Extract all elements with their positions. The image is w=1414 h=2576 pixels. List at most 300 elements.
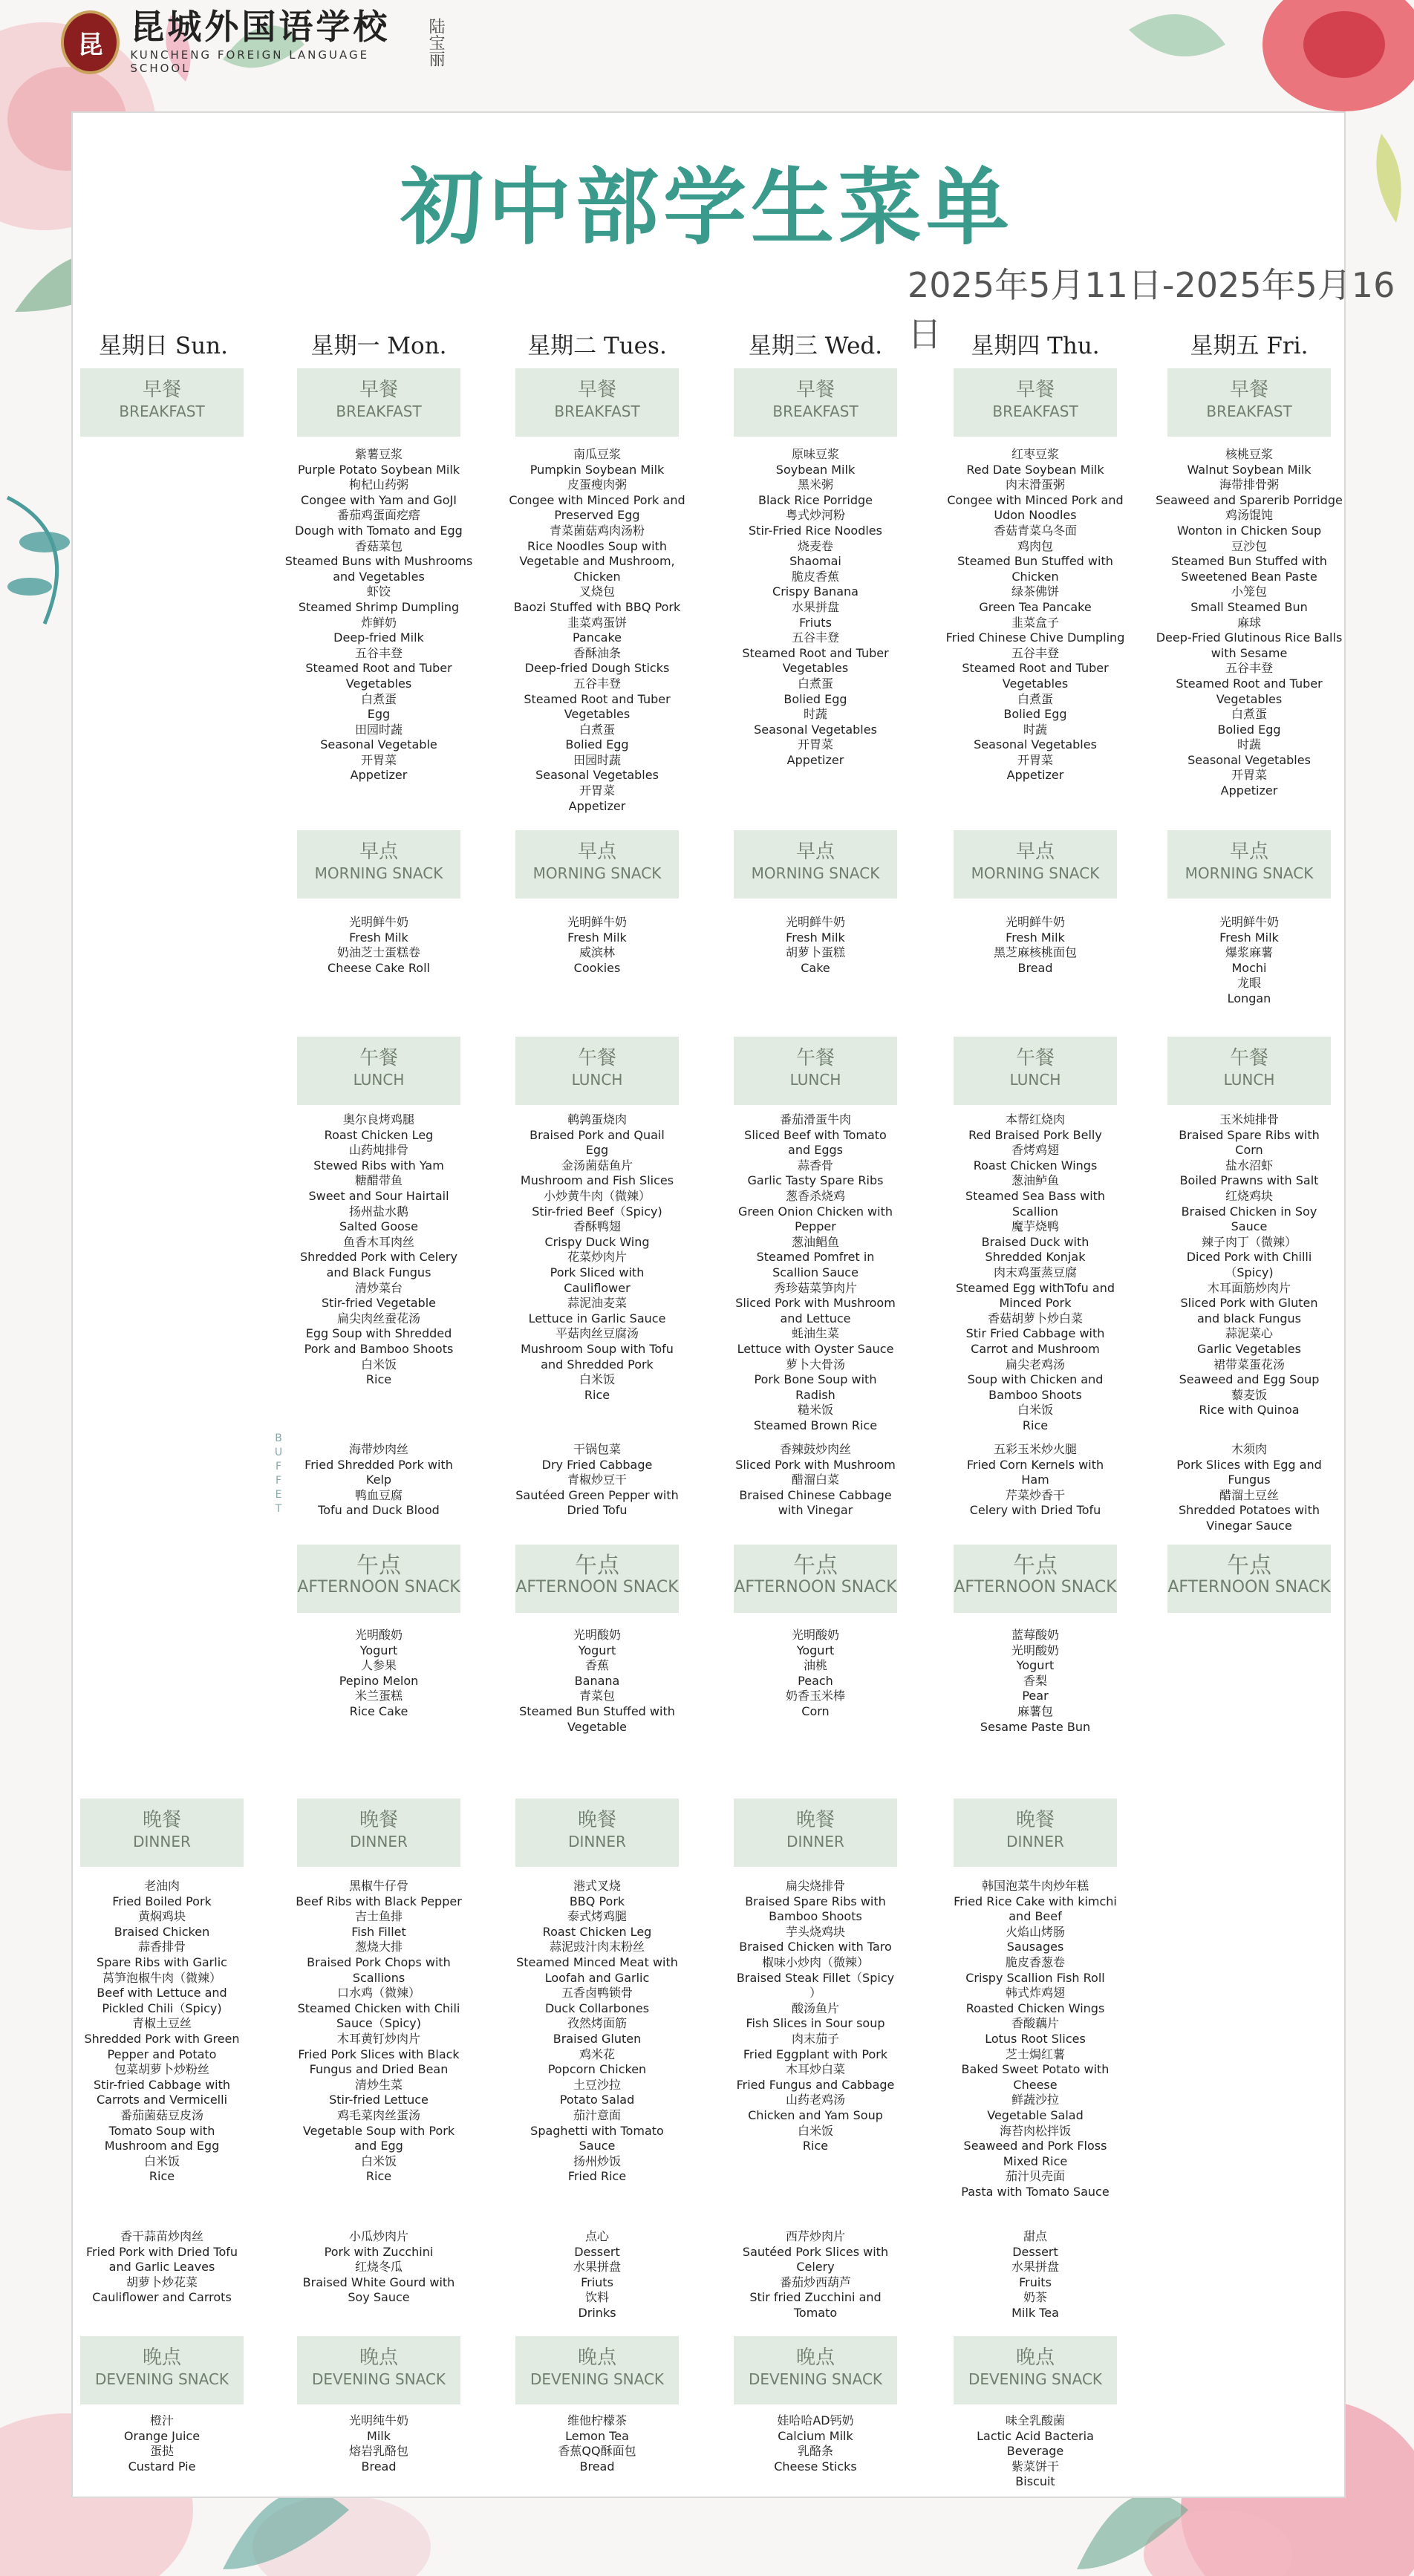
- menu-item: 海带炒肉丝: [348, 1442, 408, 1456]
- menu-item: Rice Noodles Soup with: [527, 538, 667, 553]
- menu-item: 香酥鸭翅: [573, 1219, 621, 1234]
- menu-item: Sesame Paste Bun: [980, 1719, 1091, 1734]
- menu-item: 白煮蛋: [1017, 691, 1053, 706]
- menu-item: Sauce: [1231, 1219, 1268, 1234]
- menu-item: 枸杞山药粥: [348, 477, 408, 492]
- menu-item: Yogurt: [359, 1643, 398, 1657]
- menu-item: 干锅包菜: [573, 1442, 621, 1456]
- menu-item: 蒜泥油麦菜: [567, 1296, 627, 1311]
- menu-item: 烧麦卷: [797, 538, 833, 553]
- menu-item: Fruits: [1019, 2275, 1052, 2289]
- menu-item: Vegetable Salad: [987, 2107, 1084, 2122]
- badge-label-cn: 午餐: [577, 1047, 616, 1069]
- menu-item: Cauliflower: [564, 1280, 631, 1295]
- menu-item: Biscuit: [1015, 2474, 1055, 2489]
- menu-item: 蒜泥豉汁肉末粉丝: [549, 1940, 645, 1954]
- menu-item: 葱油鲈鱼: [1011, 1173, 1059, 1188]
- menu-item: 时蔬: [803, 707, 827, 722]
- afternoon-snack-items-mon: [279, 1628, 478, 1720]
- lunch-badge-mon: [297, 1037, 460, 1105]
- dinner-items-mon: [279, 1879, 478, 2185]
- badge-label-en: DINNER: [350, 1833, 408, 1851]
- lunch-items-tue: [498, 1112, 697, 1403]
- lunch-items-fri: [1150, 1112, 1349, 1418]
- morning-snack-badge-thu: [954, 830, 1117, 899]
- menu-item: Congee with Yam and GoJI: [301, 492, 457, 507]
- menu-item: 椒味小炒肉（微辣）: [761, 1954, 869, 1969]
- menu-item: 奥尔良烤鸡腿: [342, 1112, 414, 1126]
- menu-item: Steamed Shrimp Dumpling: [298, 599, 460, 614]
- menu-item: 水果拼盘: [573, 2260, 621, 2275]
- menu-item: Bolied Egg: [1003, 707, 1067, 722]
- menu-item: 韭菜盒子: [1011, 615, 1059, 630]
- menu-item: Dessert: [574, 2244, 620, 2259]
- menu-item: 茄汁意面: [573, 2107, 621, 2122]
- menu-item: 火焰山烤肠: [1005, 1924, 1065, 1939]
- menu-item: 光明鲜牛奶: [348, 915, 408, 929]
- menu-item: Appetizer: [786, 752, 844, 767]
- menu-item: 芋头烧鸡块: [785, 1924, 845, 1939]
- badge-label-en: MORNING SNACK: [1185, 864, 1314, 882]
- badge-label-en: AFTERNOON SNACK: [954, 1578, 1117, 1597]
- menu-item: 萝卜大骨汤: [785, 1357, 845, 1372]
- menu-item: Stir-Fried Rice Noodles: [749, 523, 882, 538]
- badge-label-en: BREAKFAST: [119, 402, 205, 420]
- menu-item: 红烧冬瓜: [354, 2260, 403, 2275]
- menu-item: Yogurt: [796, 1643, 835, 1657]
- menu-item: Fresh Milk: [1219, 930, 1279, 945]
- menu-item: 港式叉烧: [573, 1879, 621, 1893]
- menu-item: 胡萝卜炒花菜: [126, 2275, 198, 2289]
- menu-item: 娃哈哈AD钙奶: [777, 2413, 854, 2427]
- badge-label-cn: 早餐: [1229, 379, 1268, 401]
- menu-item: 水果拼盘: [1011, 2260, 1059, 2275]
- menu-item: Soup with Chicken and: [967, 1372, 1104, 1387]
- menu-item: Fried Pork Slices with Black: [298, 2047, 460, 2061]
- badge-label-en: LUNCH: [353, 1071, 405, 1089]
- menu-item: Vegetable and Mushroom,: [519, 554, 675, 569]
- badge-label-en: BREAKFAST: [992, 402, 1078, 420]
- day-header-wed: 星期三 Wed.: [748, 333, 883, 359]
- menu-item: Celery: [796, 2260, 835, 2275]
- menu-item: Sliced Beef with Tomato: [744, 1127, 887, 1142]
- menu-item: 黄焖鸡块: [137, 1909, 186, 1924]
- menu-item: 番茄菌菇豆皮汤: [120, 2107, 203, 2122]
- menu-item: Bread: [1017, 960, 1053, 975]
- menu-item: 红枣豆浆: [1011, 447, 1059, 461]
- dinner-badge-thu: [954, 1799, 1117, 1867]
- menu-item: Sweet and Sour Hairtail: [308, 1188, 449, 1203]
- buffet-vertical-label: B U F F E T: [274, 1432, 283, 1515]
- menu-item: 粤式炒河粉: [785, 508, 845, 523]
- menu-item: Steamed Bun Stuffed with: [1171, 554, 1327, 569]
- menu-item: 藜麦饭: [1231, 1387, 1267, 1402]
- badge-label-en: MORNING SNACK: [314, 864, 443, 882]
- dinner-items-thu: [936, 1879, 1135, 2200]
- menu-item: Salted Goose: [339, 1219, 418, 1234]
- menu-item: Stir-fried Beef（Spicy): [532, 1204, 662, 1219]
- menu-item: Steamed Bun Stuffed with: [519, 1703, 675, 1718]
- menu-item: 玉米炖排骨: [1219, 1112, 1279, 1126]
- lunch-items-mon: [279, 1112, 478, 1388]
- menu-item: Corn: [1235, 1143, 1263, 1158]
- menu-item: 秀珍菇菜笋肉片: [773, 1280, 857, 1295]
- menu-item: Peach: [798, 1673, 833, 1688]
- menu-item: Tofu and Duck Blood: [318, 1503, 440, 1518]
- menu-item: Fresh Milk: [1006, 930, 1065, 945]
- menu-item: Carrots and Vermicelli: [96, 2093, 228, 2107]
- menu-item: Mushroom Soup with Tofu: [521, 1341, 674, 1356]
- menu-item: Seasonal Vegetables: [754, 722, 877, 737]
- menu-item: 原味豆浆: [791, 447, 839, 461]
- morning-snack-badge-mon: [297, 830, 460, 899]
- lunch-extra-items-mon: [279, 1442, 478, 1519]
- menu-item: 白煮蛋: [579, 722, 615, 737]
- menu-item: 人参果: [360, 1658, 397, 1673]
- menu-item: 胡萝卜蛋糕: [785, 945, 845, 960]
- menu-item: Duck Collarbones: [544, 2001, 650, 2015]
- menu-item: 红烧鸡块: [1225, 1188, 1273, 1203]
- menu-item: 麻球: [1237, 615, 1261, 630]
- menu-item: Vinegar Sauce: [1206, 1518, 1292, 1533]
- menu-item: Steamed Root and Tuber: [742, 645, 889, 660]
- menu-item: Fresh Milk: [786, 930, 845, 945]
- badge-label-cn: 早点: [1015, 841, 1055, 863]
- badge-label-en: MORNING SNACK: [751, 864, 880, 882]
- menu-item: 蚝油生菜: [791, 1326, 839, 1341]
- menu-item: Cheese Cake Roll: [328, 960, 430, 975]
- menu-item: 蒜泥菜心: [1225, 1326, 1273, 1341]
- menu-item: with Vinegar: [778, 1503, 853, 1518]
- menu-item: 鸭血豆腐: [354, 1487, 403, 1502]
- menu-item: Vegetables: [1002, 676, 1069, 691]
- menu-item: 山药老鸡汤: [785, 2093, 845, 2107]
- menu-item: 油桃: [803, 1658, 827, 1673]
- menu-item: 田园时蔬: [354, 722, 403, 737]
- badge-label-en: DINNER: [786, 1833, 844, 1851]
- menu-item: 白煮蛋: [360, 691, 397, 706]
- menu-item: Pasta with Tomato Sauce: [961, 2184, 1110, 2199]
- menu-item: Congee with Minced Pork and: [947, 492, 1124, 507]
- menu-item: 威滨林: [579, 945, 615, 960]
- badge-label-cn: 晚餐: [142, 1809, 181, 1831]
- badge-label-cn: 早餐: [1015, 379, 1055, 401]
- menu-item: Fried Eggplant with Pork: [743, 2047, 888, 2061]
- badge-label-en: MORNING SNACK: [532, 864, 662, 882]
- menu-item: and Vegetables: [333, 569, 425, 584]
- menu-item: 小瓜炒肉片: [348, 2229, 408, 2243]
- menu-item: 五谷丰登: [573, 676, 621, 691]
- menu-item: Dry Fried Cabbage: [541, 1457, 653, 1472]
- dinner-badge-tue: [515, 1799, 679, 1867]
- badge-label-cn: 早餐: [359, 379, 398, 401]
- menu-item: Dessert: [1012, 2244, 1058, 2259]
- menu-item: 五谷丰登: [354, 645, 403, 660]
- menu-item: and Beef: [1009, 1909, 1062, 1924]
- evening-snack-badge-mon: [297, 2336, 460, 2404]
- lunch-extra-items-thu: [936, 1442, 1135, 1519]
- badge-label-en: MORNING SNACK: [971, 864, 1100, 882]
- menu-item: 白煮蛋: [1231, 707, 1267, 722]
- menu-item: Milk Tea: [1011, 2305, 1059, 2320]
- badge-label-cn: 午餐: [359, 1047, 398, 1069]
- menu-item: 绿茶佛饼: [1011, 584, 1059, 599]
- menu-item: Garlic Tasty Spare Ribs: [747, 1173, 884, 1188]
- menu-item: and Eggs: [788, 1143, 843, 1158]
- menu-item: 皮蛋瘦肉粥: [567, 477, 627, 492]
- menu-item: 橙汁: [149, 2413, 174, 2427]
- day-header-thu: 星期四 Thu.: [971, 333, 1100, 359]
- menu-item: Bread: [361, 2459, 397, 2474]
- badge-label-cn: 午餐: [1015, 1047, 1055, 1069]
- breakfast-badge-fri: [1167, 368, 1331, 437]
- breakfast-badge-sun: [80, 368, 244, 437]
- menu-item: 蒜香排骨: [137, 1940, 186, 1954]
- menu-item: Tomato: [793, 2305, 838, 2320]
- badge-label-cn: 午餐: [1229, 1047, 1268, 1069]
- menu-item: Custard Pie: [128, 2459, 196, 2474]
- menu-item: Braised Pork Chops with: [307, 1954, 451, 1969]
- menu-item: 乳酪条: [797, 2444, 833, 2459]
- menu-item: Pumpkin Soybean Milk: [530, 462, 665, 477]
- breakfast-items-wed: [716, 447, 915, 768]
- menu-item: 奶茶: [1023, 2290, 1047, 2305]
- breakfast-badge-mon: [297, 368, 460, 437]
- menu-item: Bolied Egg: [783, 691, 847, 706]
- menu-item: 糖醋带鱼: [354, 1173, 403, 1188]
- menu-item: Mixed Rice: [1003, 2153, 1068, 2168]
- menu-item: Cake: [801, 960, 830, 975]
- menu-item: Steamed Root and Tuber: [1176, 676, 1323, 691]
- menu-item: Green Tea Pancake: [979, 599, 1092, 614]
- menu-item: 青菜包: [579, 1689, 615, 1703]
- menu-item: Braised Gluten: [553, 2031, 642, 2046]
- badge-label-en: BREAKFAST: [336, 402, 422, 420]
- menu-item: Appetizer: [350, 768, 408, 783]
- menu-item: 豆沙包: [1231, 538, 1267, 553]
- menu-item: Radish: [795, 1387, 835, 1402]
- badge-label-cn: 晚点: [795, 2347, 835, 2369]
- menu-item: Seasonal Vegetables: [535, 768, 659, 783]
- menu-item: 扬州盐水鹅: [348, 1204, 408, 1219]
- menu-item: Fungus and Dried Bean: [309, 2062, 449, 2077]
- menu-item: 扁尖肉丝蚕花汤: [336, 1311, 420, 1326]
- menu-item: 龙眼: [1237, 976, 1261, 991]
- badge-label-en: LUNCH: [571, 1071, 623, 1089]
- menu-item: Scallions: [352, 1970, 405, 1985]
- evening-snack-badge-wed: [734, 2336, 897, 2404]
- afternoon-snack-items-wed: [716, 1628, 915, 1720]
- menu-item: Dried Tofu: [567, 1503, 628, 1518]
- menu-item: 白米饭: [143, 2153, 180, 2168]
- menu-item: Lettuce in Garlic Sauce: [528, 1311, 666, 1326]
- menu-item: 光明纯牛奶: [348, 2413, 408, 2427]
- menu-item: Purple Potato Soybean Milk: [297, 462, 460, 477]
- badge-label-en: AFTERNOON SNACK: [734, 1578, 897, 1597]
- menu-item: 木耳黄钉炒肉片: [336, 2031, 420, 2046]
- menu-item: 韩式炸鸡翅: [1005, 1986, 1065, 2001]
- menu-item: 光明酸奶: [791, 1628, 839, 1642]
- menu-item: （Spicy): [1225, 1265, 1274, 1279]
- menu-item: Braised Chicken in Soy: [1181, 1204, 1317, 1219]
- menu-item: Fish Slices in Sour soup: [746, 2016, 885, 2031]
- menu-item: 西芹炒肉片: [785, 2229, 845, 2243]
- menu-item: 醋溜土豆丝: [1219, 1487, 1279, 1502]
- badge-label-en: LUNCH: [1223, 1071, 1275, 1089]
- menu-item: 鸡米花: [579, 2047, 615, 2061]
- menu-item: 光明鲜牛奶: [567, 915, 627, 929]
- evening-snack-badge-thu: [954, 2336, 1117, 2404]
- evening-snack-badge-sun: [80, 2336, 244, 2404]
- menu-item: 脆皮香蕉: [791, 569, 839, 584]
- menu-item: Lemon Tea: [565, 2428, 629, 2443]
- menu-item: Preserved Egg: [554, 508, 640, 523]
- menu-item: Seasonal Vegetables: [1187, 752, 1311, 767]
- menu-item: Fried Corn Kernels with: [966, 1457, 1104, 1472]
- menu-item: 海带排骨粥: [1219, 477, 1279, 492]
- menu-item: Small Steamed Bun: [1190, 599, 1308, 614]
- menu-item: Steamed Brown Rice: [753, 1418, 878, 1432]
- menu-item: 奶油芝士蛋糕卷: [336, 945, 420, 960]
- menu-item: Mushroom and Fish Slices: [520, 1173, 674, 1188]
- lunch-items-wed: [716, 1112, 915, 1433]
- menu-item: Walnut Soybean Milk: [1187, 462, 1312, 477]
- breakfast-items-tue: [498, 447, 697, 814]
- menu-item: 魔芋烧鸭: [1011, 1219, 1059, 1234]
- menu-item: Braised White Gourd with: [302, 2275, 455, 2289]
- menu-item: 开胃菜: [1017, 752, 1053, 767]
- badge-label-cn: 早点: [1229, 841, 1268, 863]
- menu-item: 甜点: [1023, 2229, 1047, 2243]
- menu-item: Pork with Zucchini: [324, 2244, 434, 2259]
- badge-label-cn: 早餐: [795, 379, 835, 401]
- menu-item: Sautéed Green Pepper with: [515, 1487, 679, 1502]
- menu-item: 虾饺: [366, 584, 391, 599]
- menu-item: 叉烧包: [579, 584, 615, 599]
- menu-item: Braised Steak Fillet（Spicy: [736, 1970, 895, 1985]
- menu-item: Steamed Buns with Mushrooms: [284, 554, 473, 569]
- menu-item: Crispy Banana: [772, 584, 858, 599]
- menu-item: 辣子肉丁（微辣）: [1201, 1234, 1297, 1249]
- badge-label-cn: 早点: [795, 841, 835, 863]
- menu-item: Braised Chicken with Taro: [739, 1940, 892, 1954]
- dinner-badge-mon: [297, 1799, 460, 1867]
- menu-item: 鹌鹑蛋烧肉: [567, 1112, 627, 1126]
- menu-item: Bamboo Shoots: [988, 1387, 1082, 1402]
- menu-item: 韩国泡菜牛肉炒年糕: [981, 1879, 1089, 1893]
- menu-item: Fungus: [1228, 1473, 1271, 1487]
- menu-item: Bread: [579, 2459, 615, 2474]
- menu-item: 田园时蔬: [573, 752, 621, 767]
- badge-label-cn: 午点: [793, 1553, 838, 1579]
- menu-item: 海苔肉松拌饭: [999, 2123, 1071, 2138]
- menu-item: Lettuce with Oyster Sauce: [737, 1341, 894, 1356]
- menu-item: Stir-fried Vegetable: [321, 1296, 436, 1311]
- menu-item: Sauce: [579, 2139, 616, 2153]
- menu-item: Steamed Chicken with Chili: [297, 2001, 460, 2015]
- badge-label-en: DINNER: [133, 1833, 191, 1851]
- menu-item: Braised Pork and Quail: [530, 1127, 665, 1142]
- menu-item: 扁尖烧排骨: [785, 1879, 845, 1893]
- badge-label-en: BREAKFAST: [772, 402, 858, 420]
- dinner-extra-items-tue: [498, 2229, 697, 2321]
- afternoon-snack-badge-wed: [734, 1545, 897, 1613]
- menu-item: Fried Rice: [567, 2169, 627, 2184]
- menu-item: 紫薯豆浆: [354, 447, 403, 461]
- menu-item: Seaweed and Egg Soup: [1179, 1372, 1320, 1387]
- menu-item: 光明鲜牛奶: [1005, 915, 1065, 929]
- menu-item: Appetizer: [568, 798, 626, 813]
- menu-item: 番茄炒西葫芦: [779, 2275, 851, 2289]
- menu-item: Rice: [365, 2169, 392, 2184]
- menu-item: Rice: [149, 2169, 175, 2184]
- lunch-badge-wed: [734, 1037, 897, 1105]
- menu-item: 麻薯包: [1017, 1703, 1053, 1718]
- menu-item: 蓝莓酸奶: [1011, 1628, 1059, 1642]
- menu-item: Milk: [367, 2428, 391, 2443]
- menu-item: Beef with Lettuce and: [97, 1986, 227, 2001]
- menu-item: Shredded Pork with Green: [84, 2031, 240, 2046]
- badge-label-cn: 晚餐: [577, 1809, 616, 1831]
- menu-item: Baked Sweet Potato with: [961, 2062, 1110, 2077]
- menu-item: Stir Fried Cabbage with: [965, 1326, 1105, 1341]
- menu-item: Cookies: [573, 960, 621, 975]
- school-emblem-icon: 昆: [61, 10, 120, 74]
- menu-item: 葱油鲳鱼: [791, 1234, 839, 1249]
- menu-item: 木耳面筋炒肉片: [1207, 1280, 1291, 1295]
- menu-item: Vegetables: [782, 661, 849, 676]
- menu-item: Pancake: [572, 630, 622, 645]
- dinner-items-tue: [498, 1879, 697, 2185]
- badge-label-cn: 早点: [359, 841, 398, 863]
- menu-item: 莴笋泡椒牛肉（微辣）: [102, 1970, 221, 1985]
- menu-item: 饮料: [584, 2290, 609, 2305]
- menu-item: Seaweed and Sparerib Porridge: [1156, 492, 1343, 507]
- dinner-extra-items-mon: [279, 2229, 478, 2306]
- menu-item: 平菇肉丝豆腐汤: [555, 1326, 639, 1341]
- menu-item: 老油肉: [143, 1879, 180, 1893]
- menu-item: Stir fried Zucchini and: [749, 2290, 882, 2305]
- menu-item: Pork Slices with Egg and: [1176, 1457, 1322, 1472]
- menu-item: 蛋挞: [149, 2444, 174, 2459]
- badge-label-en: DINNER: [1006, 1833, 1064, 1851]
- badge-label-cn: 午点: [575, 1553, 619, 1579]
- menu-item: 香酥油条: [573, 645, 621, 660]
- menu-item: 光明酸奶: [1011, 1643, 1059, 1657]
- menu-item: 香蕉QQ酥面包: [558, 2444, 636, 2459]
- lunch-items-thu: [936, 1112, 1135, 1433]
- breakfast-badge-wed: [734, 368, 897, 437]
- menu-item: 紫菜饼干: [1011, 2459, 1059, 2474]
- menu-item: 炸鲜奶: [360, 615, 397, 630]
- menu-item: Fresh Milk: [349, 930, 408, 945]
- morning-snack-items-thu: [936, 915, 1135, 976]
- menu-item: Sautéed Pork Slices with: [742, 2244, 889, 2259]
- menu-item: Stir-fried Lettuce: [329, 2093, 429, 2107]
- badge-label-en: AFTERNOON SNACK: [515, 1578, 679, 1597]
- badge-label-cn: 晚餐: [1015, 1809, 1055, 1831]
- menu-item: 香菇菜包: [354, 538, 403, 553]
- menu-item: 金汤菌菇鱼片: [561, 1158, 633, 1173]
- school-name-block: [130, 7, 409, 75]
- menu-item: Kelp: [365, 1473, 392, 1487]
- menu-item: and Black Fungus: [326, 1265, 431, 1279]
- badge-label-en: DEVENING SNACK: [530, 2370, 665, 2388]
- menu-item: 白煮蛋: [797, 676, 833, 691]
- menu-item: Spare Ribs with Garlic: [97, 1954, 227, 1969]
- school-name-en: KUNCHENG FOREIGN LANGUAGE SCHOOL: [130, 48, 370, 75]
- menu-item: Minced Pork: [999, 1296, 1072, 1311]
